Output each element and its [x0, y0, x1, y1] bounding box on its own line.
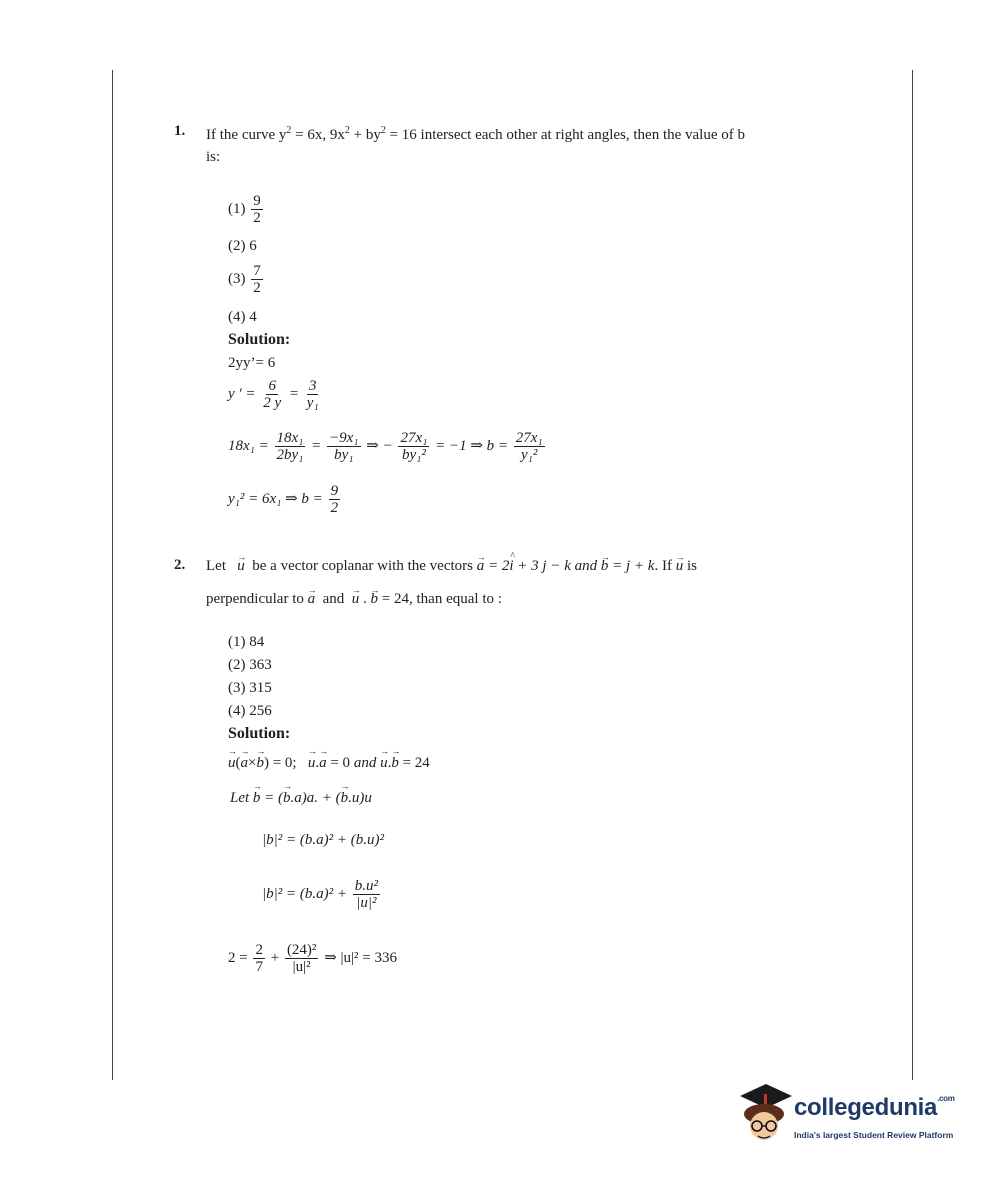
q1-option-1: (1) $\frac{9}{2}$ — [228, 193, 261, 226]
q2-option-3: (3) 315 — [228, 680, 272, 696]
q1-step-2: y ' = $\frac{6}{2 y}$ = $\frac{3}{\text{y₁}}$ — [228, 378, 319, 411]
q2-step-1: → u(→ a×→ b) = 0; → u.→ a = 0 and → u.→ b = 24 — [228, 755, 430, 772]
logo-tagline: India's largest Student Review Platform — [794, 1130, 954, 1140]
q2-step-3: |b|² = (b.a)² + (b.u)² — [262, 832, 384, 848]
q2-step-5: 2 = $\frac{2}{7}$ + $\frac{\text{(24)²}}{\text{|u|²}}$ ⇒ |u|² = 336 — [228, 942, 397, 975]
q1-step-4: y₁² = 6x₁ ⇒ b = $\frac{9}{2}$ — [228, 483, 339, 516]
collegedunia-logo[interactable] — [738, 1080, 968, 1150]
page-left-rule — [112, 70, 113, 1080]
page-right-rule — [912, 70, 913, 1080]
logo-wordmark: collegedunia$^{.com}$ — [794, 1094, 955, 1121]
q2-solution-label: Solution: — [228, 725, 291, 742]
q2-step-4: |b|² = (b.a)² + $\frac{\text{b.u²}}{\text{|u|²}}$ — [262, 878, 378, 911]
question-2-text-line-2: perpendicular to → a and → u . → b = 24, than equal to : — [206, 588, 856, 610]
q1-solution-label: Solution: — [228, 331, 291, 348]
q2-step-2: Let → b = (→ b.a)a. + (→ b.u)u — [230, 790, 372, 807]
q2-option-1: (1) 84 — [228, 634, 265, 650]
graduate-mascot-icon — [738, 1080, 794, 1146]
question-2-number: 2. — [174, 557, 186, 573]
q1-step-3: 18x₁ = $\frac{\text{18x₁}}{\text{2by₁}}$ = $\frac{\text{−9x₁}}{\text{by₁}}$ ⇒ − $\frac{\text{27x₁}}{\text{by₁²}}$ = −1 ⇒ b = $\frac{\text{27x₁}}{\text{y₁²}}$ — [228, 430, 543, 463]
question-1-text: If the curve $y^2 = 6x$, $9x^2 + by^2 = 16$ intersect each other at right angles, then the value of b is: — [206, 125, 745, 165]
q2-option-4: (4) 256 — [228, 703, 272, 719]
q1-option-4: (4) 4 — [228, 309, 257, 325]
q1-option-2: (2) 6 — [228, 238, 257, 254]
q2-option-2: (2) 363 — [228, 657, 272, 673]
q1-step-1: 2yy’= 6 — [228, 355, 276, 371]
question-1-number: 1. — [174, 123, 186, 139]
question-2-text: Let → u be a vector coplanar with the vectors → a = 2^ i + 3 j − k and → b = j + k. If → u is — [206, 555, 856, 577]
q1-option-3: (3) $\frac{7}{2}$ — [228, 263, 261, 296]
